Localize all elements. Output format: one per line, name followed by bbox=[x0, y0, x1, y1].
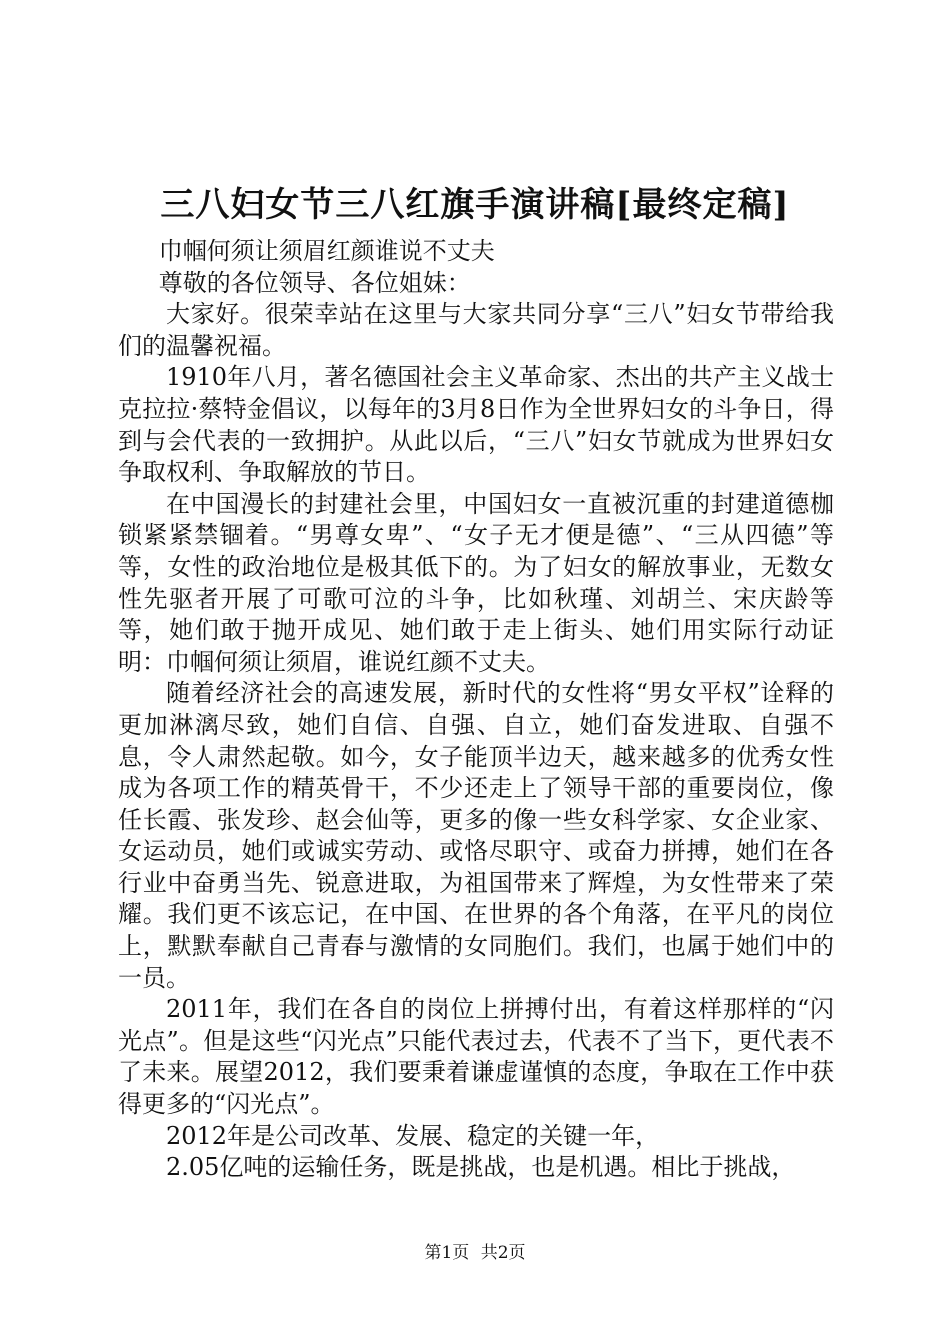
body-paragraph: 2.05亿吨的运输任务，既是挑战，也是机遇。相比于挑战， bbox=[166, 1153, 796, 1182]
body-paragraph: 2012年是公司改革、发展、稳定的关键一年， bbox=[166, 1121, 660, 1150]
body-paragraph: 在中国漫长的封建社会里，中国妇女一直被沉重的封建道德枷锁紧紧禁锢着。“男尊女卑”、“女子无才便是德”、“三从四德”等等，女性的政治地位是极其低下的。为了妇女的解放事业，无数女性先驱者开展了可歌可泣的斗争，比如秋瑾、刘胡兰、宋庆龄等等，她们敢于抛开成见、她们敢于走上街头、她们用实际行动证明：巾帼何须让须眉，谁说红颜不丈夫。 bbox=[118, 489, 834, 676]
page-footer bbox=[0, 1241, 950, 1265]
body-paragraph: 2011年，我们在各自的岗位上拼搏付出，有着这样那样的“闪光点”。但是这些“闪光点”只能代表过去，代表不了当下，更代表不了未来。展望2012，我们要秉着谦虚谨慎的态度，争取在工作中获得更多的“闪光点”。 bbox=[118, 995, 834, 1119]
page-number: 第1页 bbox=[424, 1243, 470, 1263]
document-body bbox=[118, 236, 834, 1184]
salutation-paragraph: 尊敬的各位领导、各位姐妹： bbox=[158, 268, 471, 297]
subtitle-paragraph: 巾帼何须让须眉红颜谁说不丈夫 bbox=[158, 237, 495, 265]
body-paragraph: 大家好。很荣幸站在这里与大家共同分享“三八”妇女节带给我们的温馨祝福。 bbox=[118, 300, 834, 360]
document-title: 三八妇女节三八红旗手演讲稿[最终定稿] bbox=[160, 185, 790, 225]
body-paragraph: 1910年八月，著名德国社会主义革命家、杰出的共产主义战士克拉拉·蔡特金倡议，以每年的3月8日作为全世界妇女的斗争日，得到与会代表的一致拥护。从此以后，“三八”妇女节就成为世界妇女争取权利、争取解放的节日。 bbox=[118, 363, 834, 487]
body-paragraph: 随着经济社会的高速发展，新时代的女性将“男女平权”诠释的更加淋漓尽致，她们自信、自强、自立，她们奋发进取、自强不息，令人肃然起敬。如今，女子能顶半边天，越来越多的优秀女性成为各项工作的精英骨干，不少还走上了领导干部的重要岗位，像任长霞、张发珍、赵会仙等，更多的像一些女科学家、女企业家、女运动员，她们或诚实劳动、或恪尽职守、或奋力拼搏，她们在各行业中奋勇当先、锐意进取，为祖国带来了辉煌，为女性带来了荣耀。我们更不该忘记，在中国、在世界的各个角落，在平凡的岗位上，默默奉献自己青春与激情的女同胞们。我们，也属于她们中的一员。 bbox=[118, 679, 834, 992]
page-total: 共2页 bbox=[480, 1243, 526, 1263]
